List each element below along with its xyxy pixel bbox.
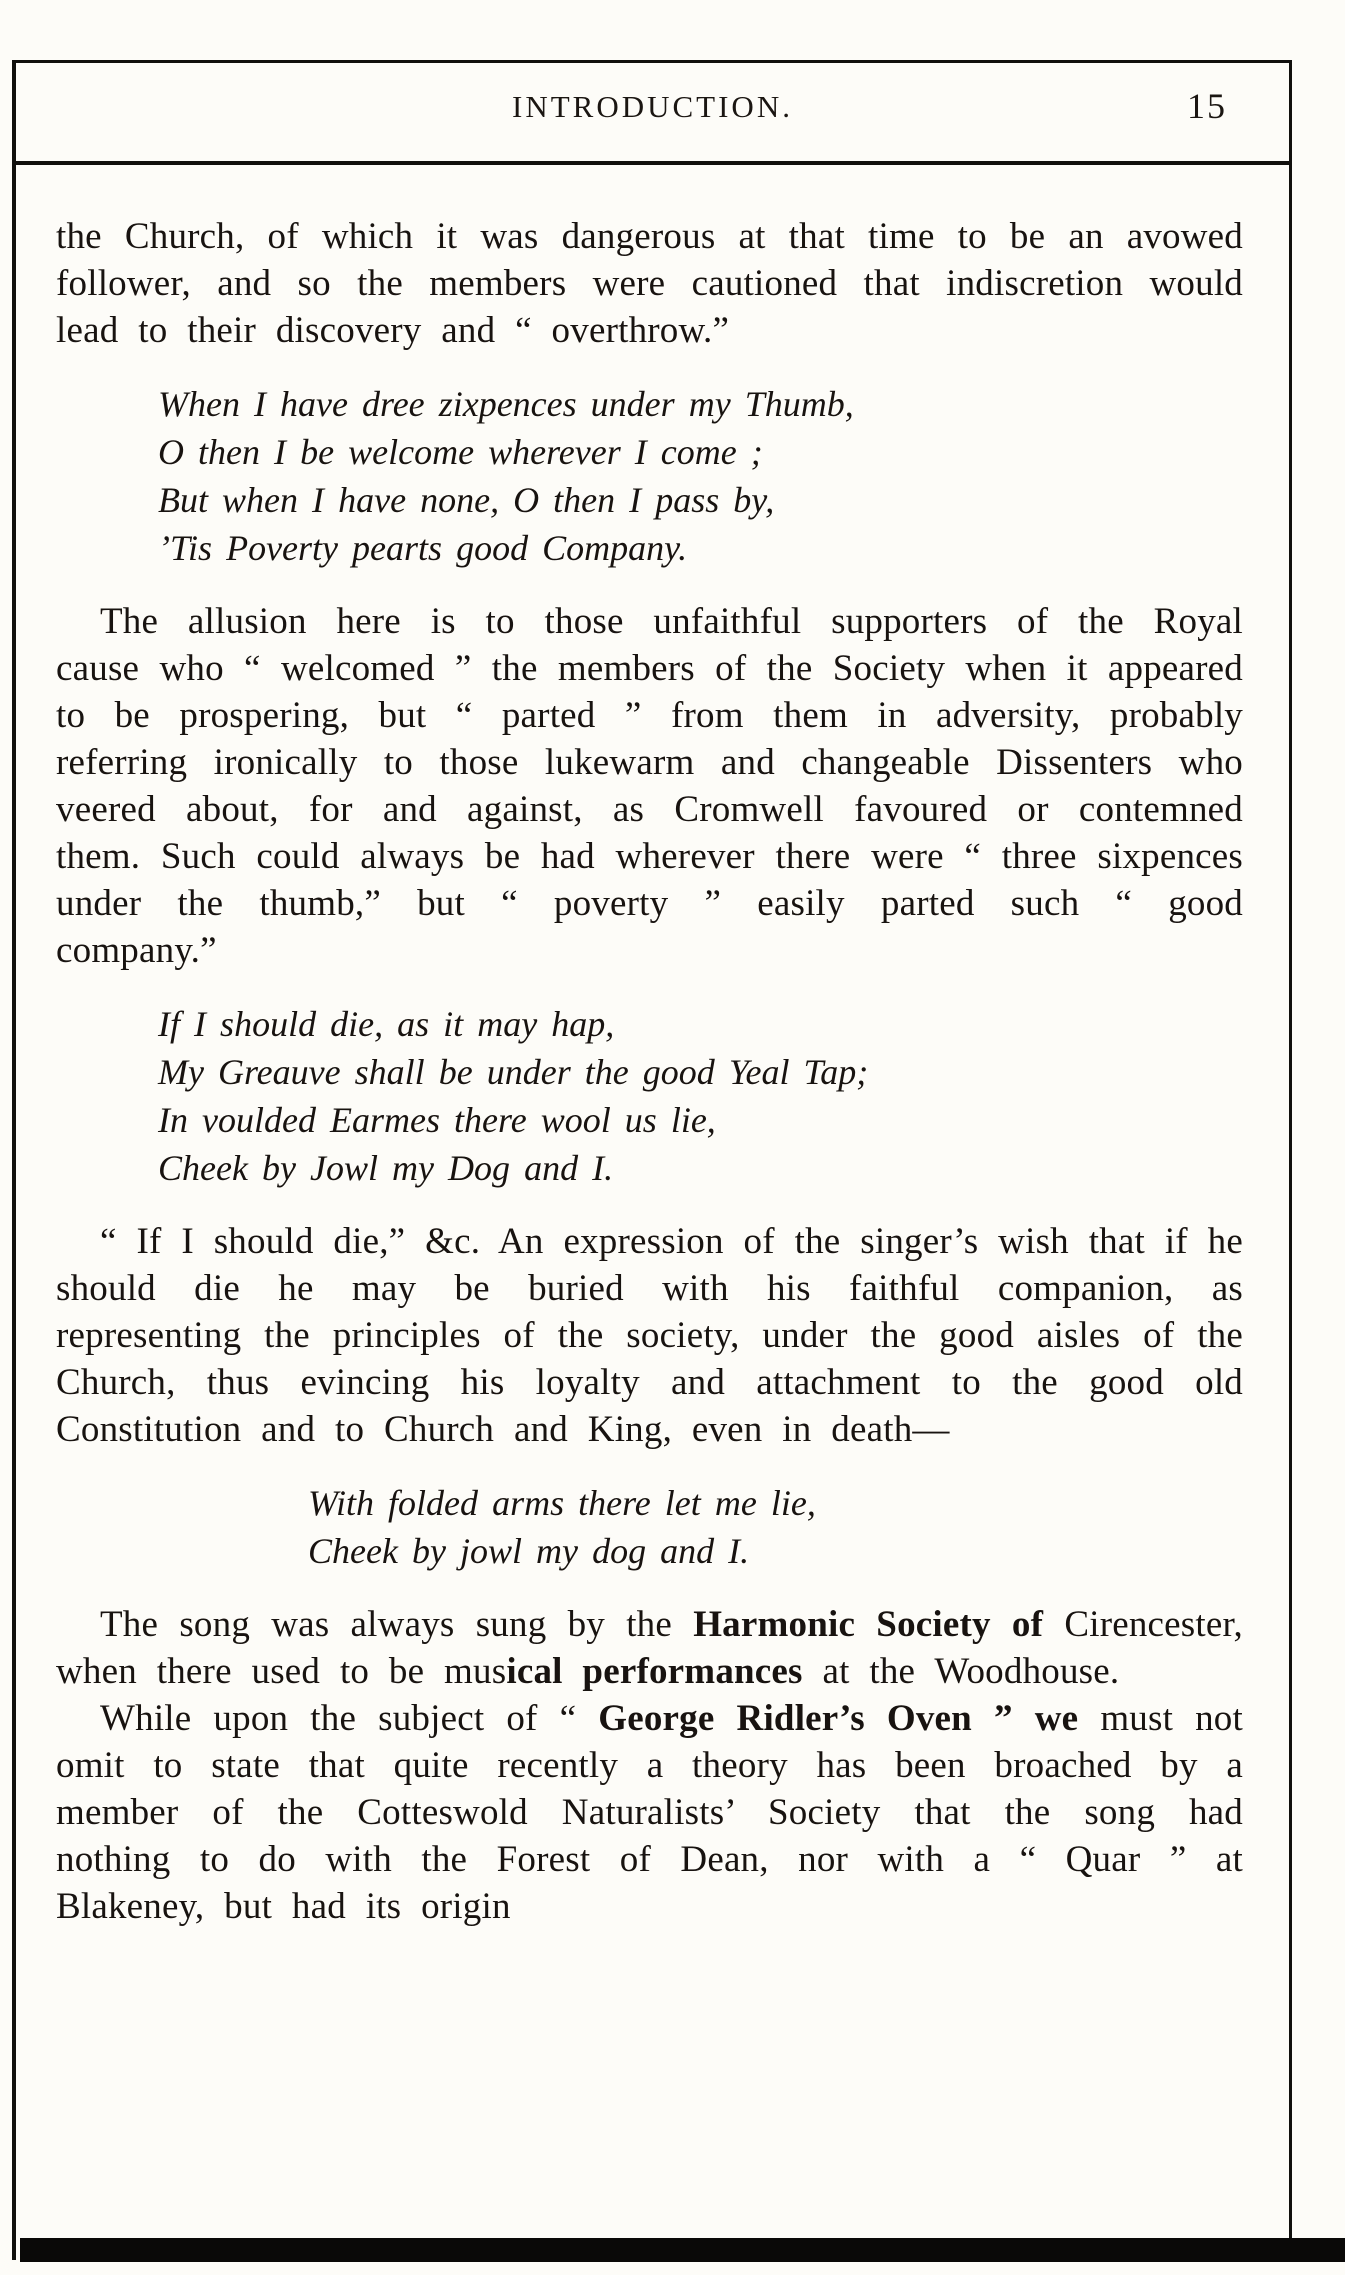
verse-line: My Greauve shall be under the good Yeal Tap; (158, 1052, 869, 1092)
verse-line: In voulded Earmes there wool us lie, (158, 1100, 716, 1140)
verse-line: With folded arms there let me lie, (308, 1483, 816, 1523)
page-frame-border (12, 60, 1292, 2260)
text-segment: at the Woodhouse. (802, 1651, 1120, 1692)
verse-folded-arms (308, 1479, 1243, 1575)
verse-line: If I should die, as it may hap, (158, 1004, 615, 1044)
text-segment-bold: Harmonic Society of (693, 1604, 1044, 1645)
text-column (56, 213, 1243, 1930)
text-segment: While upon the subject of “ (100, 1698, 599, 1739)
bottom-edge-bar (20, 2238, 1345, 2262)
verse-sixpences (158, 380, 1243, 572)
paragraph-singers-wish: “ If I should die,” &c. An expression of the singer’s wish that if he should die he may be buried with his faithful companion, as representing the principles of the society, under the good aisles of the Church, thus evincing his loyalty and attachment to the good old Constitution and to Church and King, even in death— (56, 1221, 1243, 1450)
verse-line: ’Tis Poverty pearts good Company. (158, 528, 688, 568)
page-number: 15 (1187, 86, 1227, 126)
verse-if-i-should-die (158, 1000, 1243, 1192)
text-segment: must not omit to state that quite recently a theory has been broached by a member of the Cotteswold Naturalists’ Society that the song had nothing to do with the Forest of Dean, nor with a “ Quar ” at Blakeney, but had its origin (56, 1698, 1243, 1927)
verse-line: O then I be welcome wherever I come ; (158, 432, 763, 472)
paragraph-allusion: The allusion here is to those unfaithful supporters of the Royal cause who “ welcomed ” the members of the Society when it appeared to be prospering, but “ parted ” from them in adversity, probably referring ironically to those lukewarm and changeable Dissenters who veered about, for and against, as Cromwell favoured or contemned them. Such could always be had wherever there were “ three sixpences under the thumb,” but “ poverty ” easily parted such “ good company.” (56, 601, 1243, 971)
page-title: INTRODUCTION. (512, 89, 793, 124)
text-segment-bold: George Ridler’s Oven ” we (598, 1698, 1079, 1739)
text-segment-bold: ical performances (506, 1651, 803, 1692)
verse-line: Cheek by jowl my dog and I. (308, 1531, 750, 1571)
running-head (16, 63, 1289, 165)
verse-line: When I have dree zixpences under my Thumb, (158, 384, 854, 424)
text-segment: The song was always sung by the (100, 1604, 694, 1645)
paragraph-harmonic-society (56, 1601, 1243, 1695)
verse-line: But when I have none, O then I pass by, (158, 480, 775, 520)
paragraph-church-members: the Church, of which it was dangerous at that time to be an avowed follower, and so the members were cautioned that indiscretion would lead to their discovery and “ overthrow.” (56, 216, 1243, 351)
verse-line: Cheek by Jowl my Dog and I. (158, 1148, 614, 1188)
text-segment: Cirencester, when there used to be mus (56, 1604, 1243, 1692)
paragraph-george-ridlers-oven (56, 1695, 1243, 1930)
